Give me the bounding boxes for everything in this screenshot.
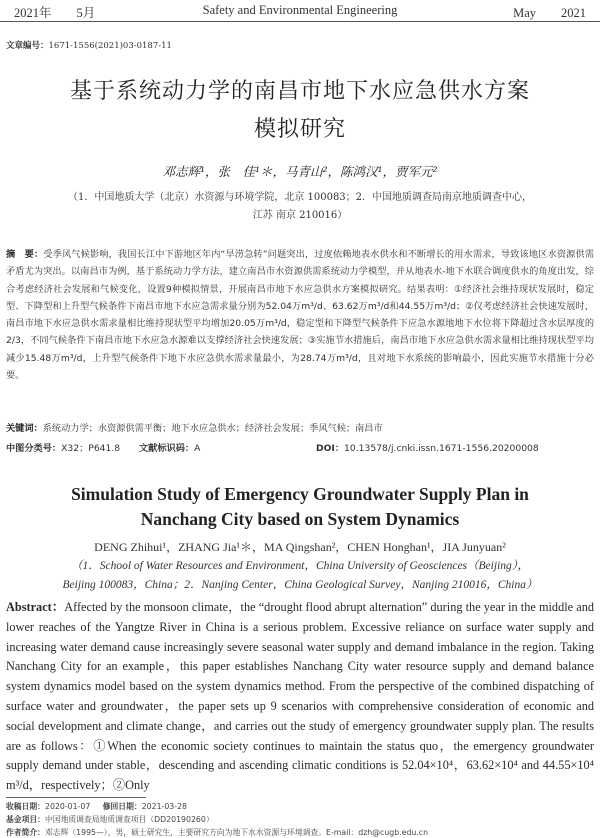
doi-value: 10.13578/j.cnki.issn.1671-1556.20200008 — [344, 443, 539, 454]
affiliation-en-line2: Beijing 100083，China；2．Nanjing Center，China Geological Survey，Nanjing 210016，China） — [62, 579, 538, 591]
keywords-cn-text: 系统动力学；水资源供需平衡；地下水应急供水；经济社会发展；季风气候；南昌市 — [42, 423, 383, 434]
footnote-divider — [6, 797, 146, 798]
fund-text: 中国地质调查局地质调查项目（DD20190260） — [44, 815, 214, 824]
keywords-cn — [6, 420, 594, 437]
received-date: 2020-01-07 — [44, 802, 91, 811]
clc-value: X32；P641.8 — [61, 443, 121, 454]
affiliation-cn-line1: （1．中国地质大学（北京）水资源与环境学院，北京 100083；2．中国地质调查局南京地质调查中心， — [67, 192, 533, 203]
fund-label: 基金项目： — [6, 815, 45, 824]
revised-label: 修回日期： — [102, 802, 142, 811]
affiliation-en-line1: （1．School of Water Resources and Environment，China University of Geosciences（Beijing）， — [70, 560, 529, 572]
title-cn-line2: 模拟研究 — [253, 117, 346, 142]
footnote-fund — [6, 814, 214, 825]
header-journal-name: Safety and Environmental Engineering — [202, 3, 398, 17]
doc-code-value: A — [194, 443, 201, 454]
article-number-value: 1671-1556(2021)03-0187-11 — [48, 41, 172, 51]
clc-label: 中图分类号： — [6, 443, 62, 454]
abstract-cn-text: 受季风气候影响，我国长江中下游地区年内“旱涝急转”问题突出，过度依赖地表水供水和不断增长的用水需求，导致该地区水资源供需矛盾尤为突出。以南昌市为例，基于系统动力学方法，建立南昌市水资源供需系统动力学模型，并从地表水-地下水联合调度供水的角度出发，综合考虑经济社会发展和气候变化，设置9种模拟情景，开展南昌市地下水应急供水方案模拟研究。结果表明：①经济社会维持现状发展时，稳定型、下降型和上升型气候条件下南昌市地下水应急需求量分别为52.04万m³/d、63.62万m³/d和44.55万m³/d；②仅考虑经济社会快速发展时，南昌市地下水应急供水需求量相比维持现状型平均增加20.05万m³/d，稳定型和下降型气候条件下应急水源地地下水位将下降超过含水层厚度的2/3，不同气候条件下南昌市地下水应急水源难以支撑经济社会快速发展；③实施节水措施后，南昌市地下水应急供水需求量相比维持现状型平均减少15.48万m³/d，上升型气候条件下地下水应急供水需求量最小，为28.74万m³/d，且对地下水系统的影响最小，因此实施节水措施十分必要。 — [6, 249, 594, 382]
title-en-line1: Simulation Study of Emergency Groundwater Supply Plan in — [71, 484, 529, 504]
header-date-left: 2021年 5月 — [14, 6, 96, 20]
abstract-en — [6, 598, 594, 796]
doi-label: DOI： — [316, 443, 345, 454]
running-header — [0, 0, 600, 22]
abstract-en-text: Affected by the monsoon climate，the “drought flood abrupt alternation” during the year in the middle and lower reaches of the Yangtze River in China is a serious problem. Excessive reliance on surface water supply and increasing water demand cause increasingly severe seasonal water supply and demand imbalance in the region. Taking Nanchang City for an example，this paper establishes Nanchang City water resource supply and demand balance system dynamics model based on the system dynamics method. From the perspective of the combined dispatching of surface water and groundwater，the paper sets up 9 scenarios with comprehensive consideration of economic and social development and climate change，and carries out the study of emergency groundwater supply plan. The results are as follows：①When the economic society continues to maintain the status quo，the emergency groundwater supply demand under stable，descending and ascending climatic conditions is 52.04×10⁴，63.62×10⁴ and 44.55×10⁴ m³/d，respectively；②Only — [6, 600, 594, 793]
document-code — [139, 440, 200, 454]
affiliation-cn-line2: 江苏 南京 210016） — [252, 210, 348, 221]
authors-en: DENG Zhihui¹，ZHANG Jia¹＊，MA Qingshan²，CHEN Honghan¹，JIA Junyuan² — [94, 540, 506, 554]
keywords-cn-label: 关键词： — [6, 423, 43, 434]
title-cn-line1: 基于系统动力学的南昌市地下水应急供水方案 — [69, 79, 530, 104]
article-number-label: 文章编号： — [6, 41, 49, 51]
received-label: 收稿日期： — [6, 802, 45, 811]
footnote-dates — [6, 801, 187, 812]
clc-code — [6, 443, 120, 454]
abstract-cn-label: 摘 要： — [6, 249, 44, 260]
classification-row — [6, 440, 594, 454]
article-number — [6, 39, 172, 51]
footnote-author — [6, 827, 428, 838]
header-date-right: May 2021 — [513, 6, 586, 20]
title-en-line2: Nanchang City based on System Dynamics — [140, 509, 460, 529]
doi — [316, 440, 539, 454]
author-bio-label: 作者简介： — [6, 828, 45, 837]
abstract-cn — [6, 246, 594, 384]
revised-date: 2021-03-28 — [141, 802, 187, 811]
doc-code-label: 文献标识码： — [139, 443, 195, 454]
author-bio-text: 邓志辉（1995—），男，硕士研究生，主要研究方向为地下水水资源与环境调查。E-mail：dzh@cugb.edu.cn — [44, 828, 429, 837]
header-divider — [0, 21, 600, 22]
abstract-en-label: Abstract： — [6, 600, 65, 614]
authors-cn: 邓志辉¹，张 佳¹＊，马青山²，陈鸿汉¹，贾军元² — [162, 164, 438, 179]
